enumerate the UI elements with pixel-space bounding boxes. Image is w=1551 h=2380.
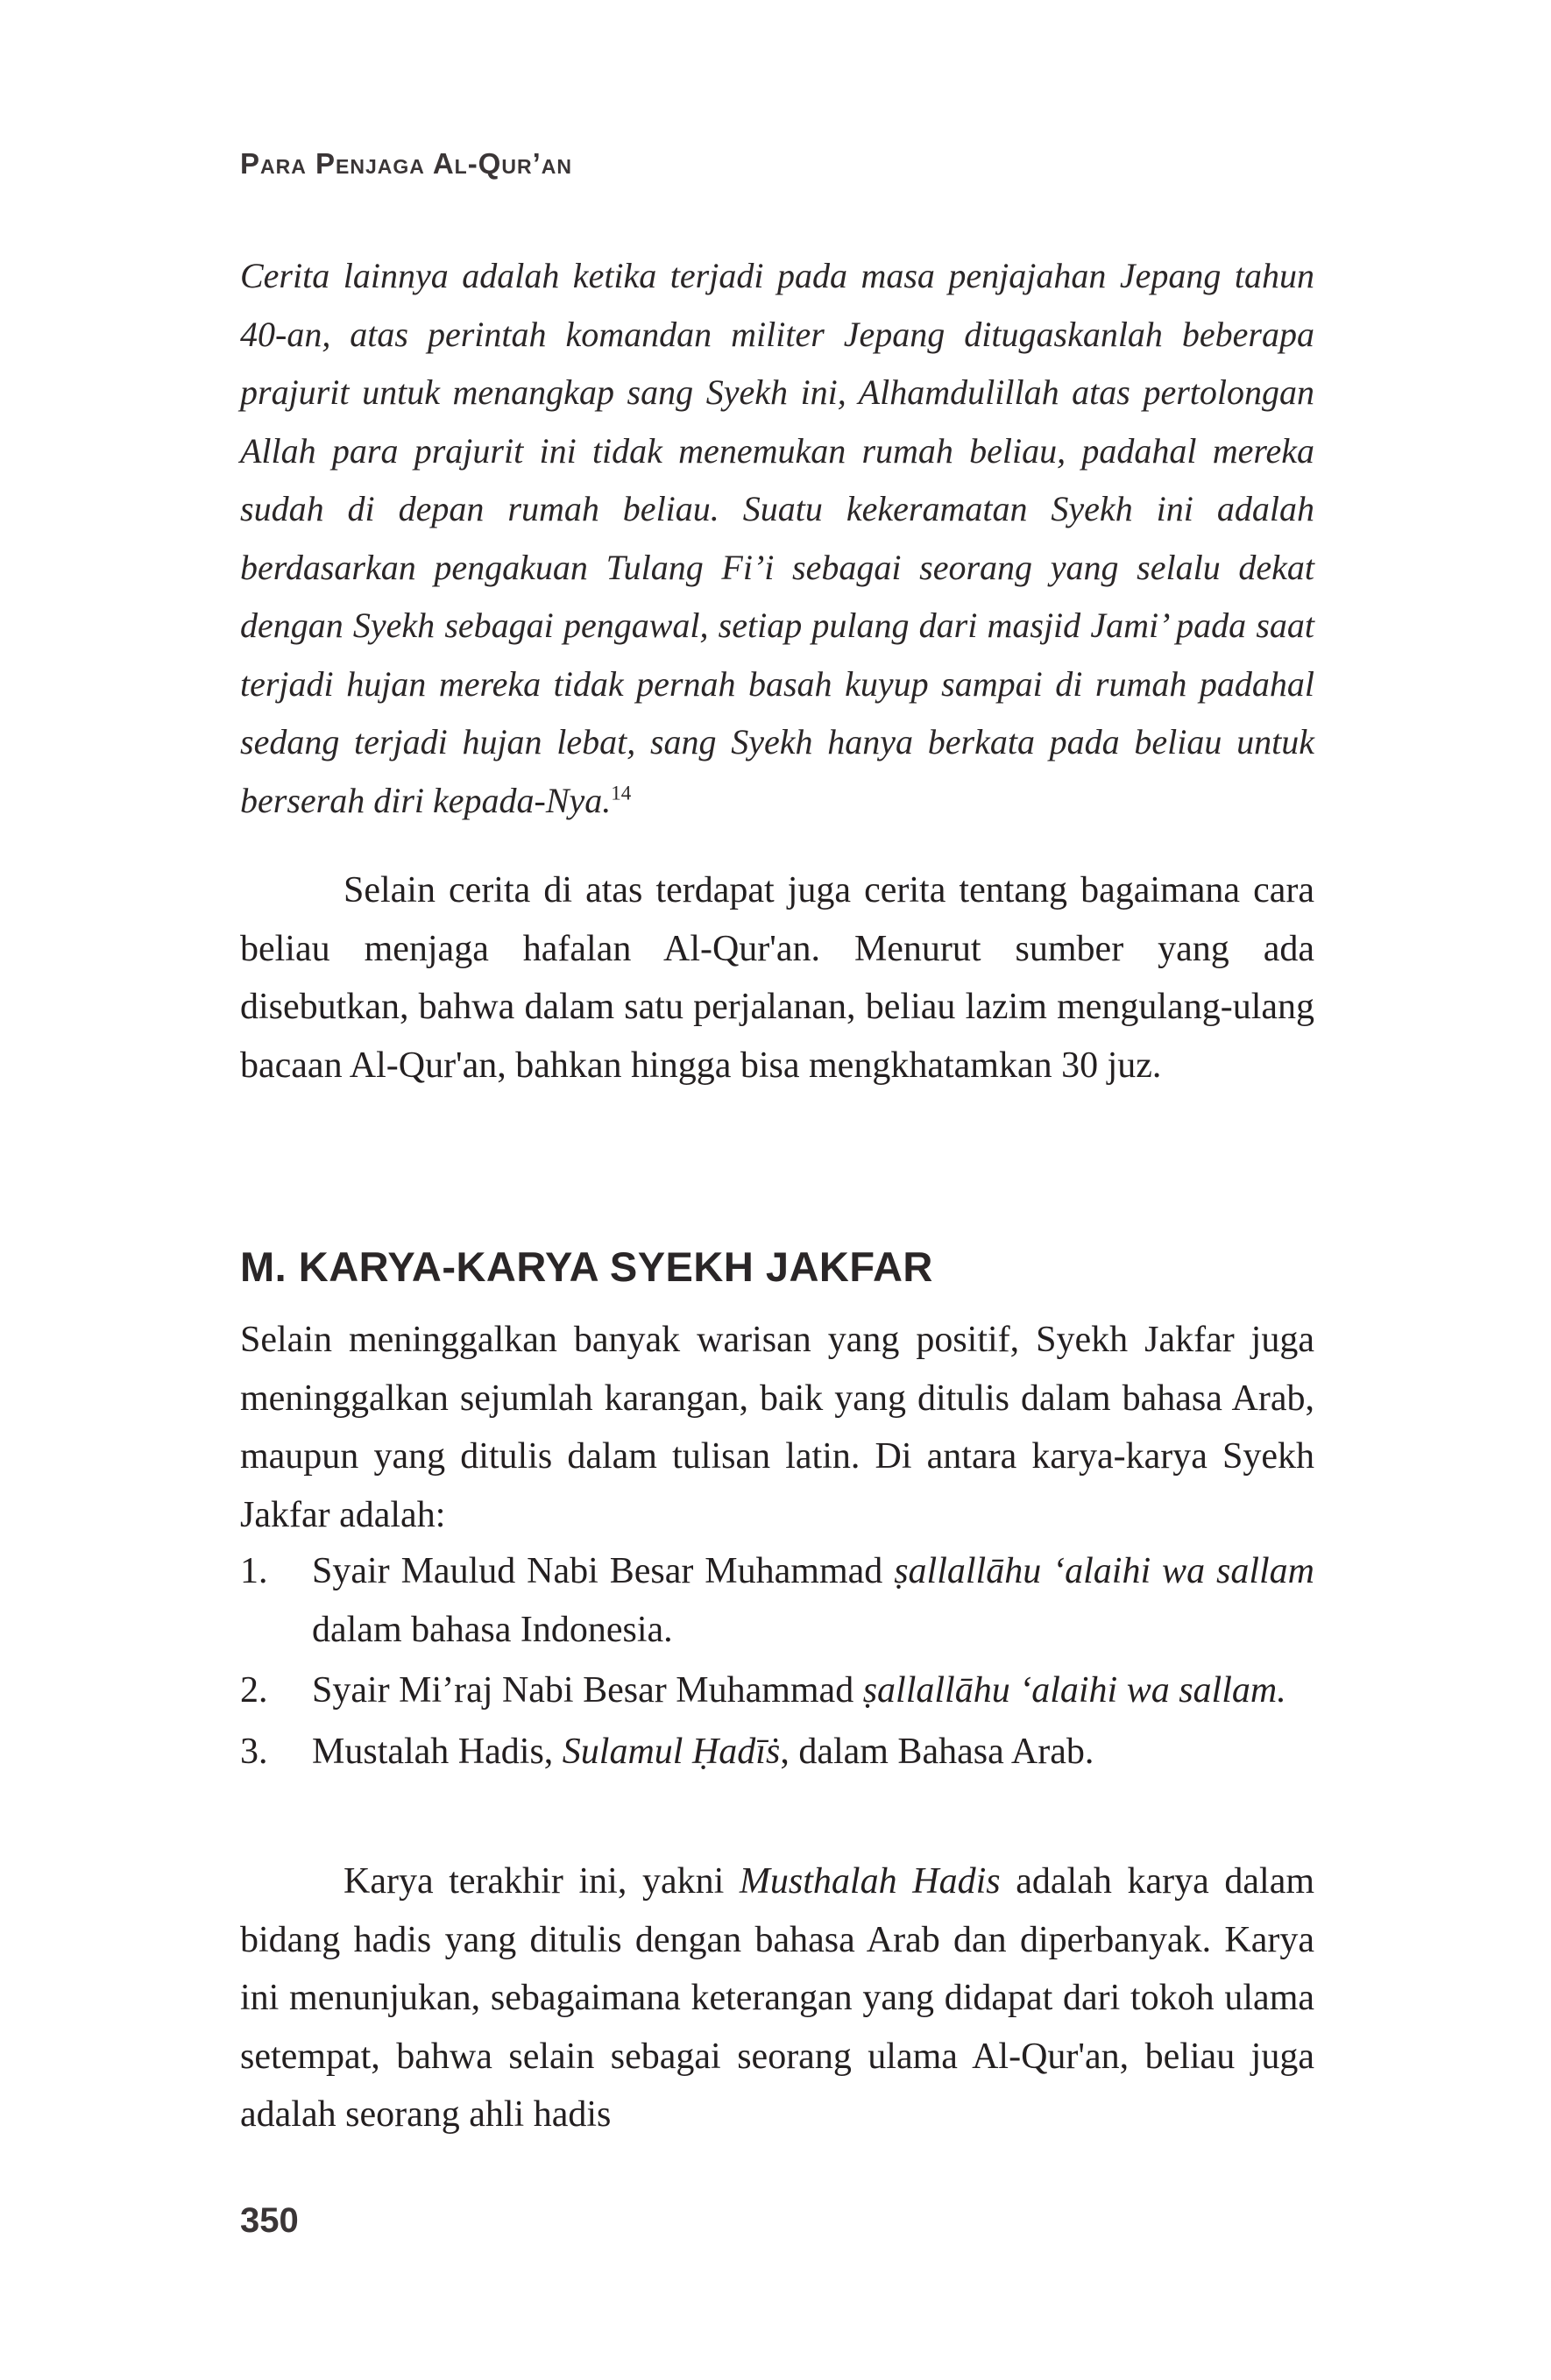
list-item-text: Syair Mi’raj Nabi Besar Muhammad bbox=[312, 1670, 863, 1711]
closing-text-end: adalah karya dalam bidang hadis yang ditulis dengan bahasa Arab dan diperbanyak. Karya ini menunjukan, sebagaimana keterangan yang didapat dari tokoh ulama setempat, bahwa selain sebagai seorang ulama Al-Qur'an, beliau juga adalah seorang ahli hadis bbox=[240, 1861, 1315, 2135]
quote-text: Cerita lainnya adalah ketika terjadi pada masa penjajahan Jepang tahun 40-an, atas perintah komandan militer Jepang ditugaskanlah beberapa prajurit untuk menangkap sang Syekh ini, Alhamdulillah atas pertolongan Allah para prajurit ini tidak menemukan rumah beliau, padahal mereka sudah di depan rumah beliau. Suatu kekeramatan Syekh ini adalah berdasarkan pengakuan Tulang Fi’i sebagai seorang yang selalu dekat dengan Syekh sebagai pengawal, setiap pulang dari masjid Jami’ pada saat terjadi hujan mereka tidak pernah basah kuyup sampai di rumah padahal sedang terjadi hujan lebat, sang Syekh hanya berkata pada beliau untuk berserah diri kepada-Nya. bbox=[240, 256, 1314, 820]
italic-quote-block bbox=[240, 247, 1314, 830]
section-heading: M. KARYA-KARYA SYEKH JAKFAR bbox=[240, 1243, 933, 1290]
section-intro-paragraph: Selain meninggalkan banyak warisan yang positif, Syekh Jakfar juga meninggalkan sejumlah karangan, baik yang ditulis dalam bahasa Arab, maupun yang ditulis dalam tulisan latin. Di antara karya-karya Syekh Jakfar adalah: bbox=[240, 1320, 1314, 1535]
list-item-number: 1. bbox=[240, 1551, 268, 1591]
list-item bbox=[240, 1723, 1314, 1781]
list-item-text-end: dalam bahasa Indonesia. bbox=[312, 1609, 673, 1650]
page-number: 350 bbox=[240, 2201, 299, 2240]
list-item bbox=[240, 1661, 1314, 1720]
works-list bbox=[240, 1542, 1314, 1783]
closing-text-start: Karya terakhir ini, yakni bbox=[343, 1861, 740, 1902]
list-item-italic: ṣallallāhu ‘alaihi wa sallam bbox=[894, 1551, 1315, 1591]
list-item-number: 2. bbox=[240, 1670, 268, 1711]
closing-italic-title: Musthalah Hadis bbox=[739, 1861, 1001, 1902]
list-item bbox=[240, 1542, 1314, 1659]
list-item-text: Mustalah Hadis, bbox=[312, 1731, 563, 1772]
list-item-text: Syair Maulud Nabi Besar Muhammad bbox=[312, 1551, 895, 1591]
running-header: Para Penjaga Al-Qur’an bbox=[240, 147, 572, 180]
list-item-italic: Sulamul Ḥadīṡ bbox=[562, 1731, 781, 1772]
list-item-text-end: , dalam Bahasa Arab. bbox=[780, 1731, 1094, 1772]
list-item-italic: ṣallallāhu ‘alaihi wa sallam. bbox=[862, 1670, 1286, 1711]
footnote-ref[interactable]: 14 bbox=[611, 782, 632, 804]
body-paragraph-1: Selain cerita di atas terdapat juga cerita tentang bagaimana cara beliau menjaga hafalan Al-Qur'an. Menurut sumber yang ada disebutkan, bahwa dalam satu perjalanan, beliau lazim mengulang-ulang bacaan Al-Qur'an, bahkan hingga bisa mengkhatamkan 30 juz. bbox=[240, 870, 1314, 1086]
closing-paragraph bbox=[240, 1852, 1314, 2144]
list-item-number: 3. bbox=[240, 1731, 268, 1772]
